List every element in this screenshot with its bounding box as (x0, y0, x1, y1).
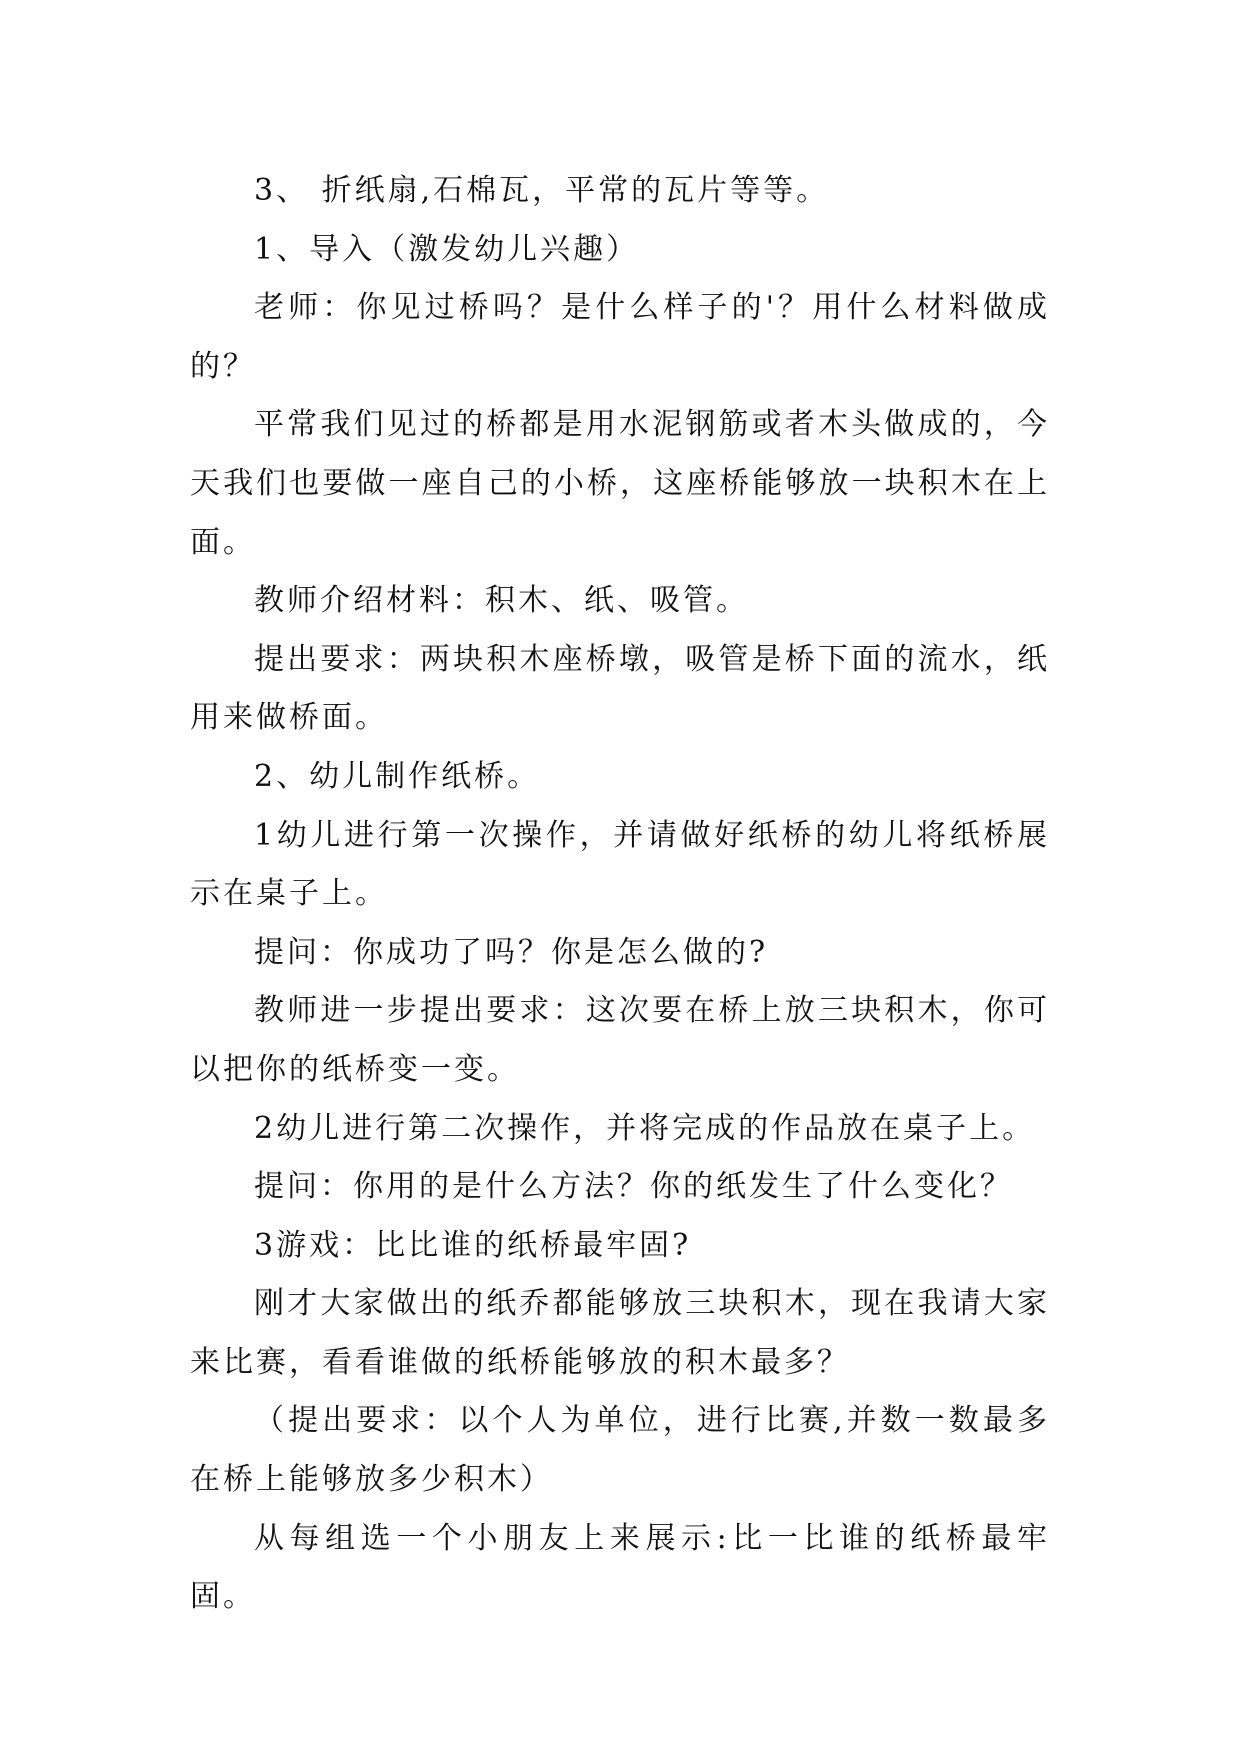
paragraph-materials-intro: 教师介绍材料：积木、纸、吸管。 (254, 583, 749, 619)
paragraph-question-method: 提问：你用的是什么方法？你的纸发生了什么变化？ (254, 1169, 1013, 1205)
paragraph-competition: 刚才大家做出的纸乔都能够放三块积木，现在我请大家来比赛，看看谁做的纸桥能够放的积木最多？ (190, 1286, 1050, 1380)
paragraph-first-attempt: 1幼儿进行第一次操作，并请做好纸桥的幼儿将纸桥展示在桌子上。 (190, 817, 1050, 912)
paragraph-requirements: 提出要求：两块积木座桥墩，吸管是桥下面的流水，纸用来做桥面。 (190, 641, 1050, 736)
paragraph-section-making: 2、幼儿制作纸桥。 (254, 758, 541, 794)
paragraph-competition-rules: （提出要求：以个人为单位，进行比赛,并数一数最多在桥上能够放多少积木） (190, 1403, 1050, 1498)
paragraph-section-intro: 1、导入（激发幼儿兴趣） (254, 231, 640, 267)
paragraph-further-requirements: 教师进一步提出要求：这次要在桥上放三块积木，你可以把你的纸桥变一变。 (190, 993, 1050, 1087)
document-body (190, 162, 1050, 1627)
paragraph-section-game: 3游戏：比比谁的纸桥最牢固? (254, 1227, 692, 1263)
paragraph-teacher-question: 老师：你见过桥吗？是什么样子的'？用什么材料做成的？ (190, 290, 1050, 384)
paragraph-materials: 3、 折纸扇,石棉瓦，平常的瓦片等等。 (254, 173, 830, 208)
paragraph-bridge-description: 平常我们见过的桥都是用水泥钢筋或者木头做成的，今天我们也要做一座自己的小桥，这座桥能够放一块积木在上面。 (190, 407, 1050, 560)
paragraph-question-success: 提问：你成功了吗？你是怎么做的? (254, 934, 769, 970)
paragraph-showcase: 从每组选一个小朋友上来展示:比一比谁的纸桥最牢固。 (190, 1520, 1050, 1615)
paragraph-second-attempt: 2幼儿进行第二次操作，并将完成的作品放在桌子上。 (254, 1110, 1036, 1146)
